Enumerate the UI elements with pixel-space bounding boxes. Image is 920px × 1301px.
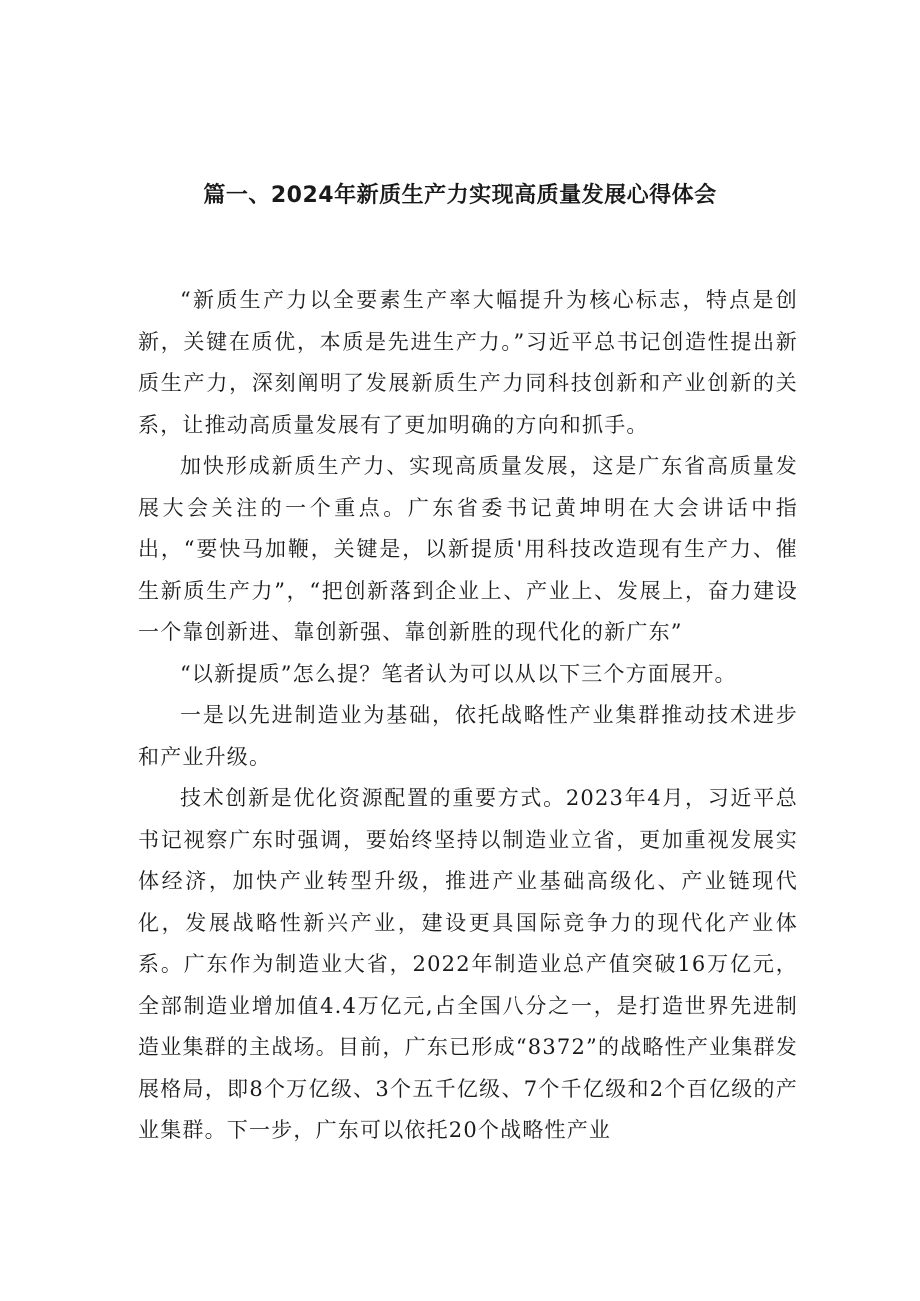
paragraph-3: “以新提质”怎么提？笔者认为可以从以下三个方面展开。 — [180, 661, 737, 686]
paragraph-1: “新质生产力以全要素生产率大幅提升为核心标志，特点是创新，关键在质优，本质是先进生产力。”习近平总书记创造性提出新质生产力，深刻阐明了发展新质生产力同科技创新和产业创新的关系，让推动高质量发展有了更加明确的方向和抓手。 — [138, 288, 798, 437]
document-body — [138, 280, 798, 1152]
paragraph-2: 加快形成新质生产力、实现高质量发展，这是广东省高质量发展大会关注的一个重点。广东省委书记黄坤明在大会讲话中指出，“要快马加鞭，关键是，以新提质'用科技改造现有生产力、催生新质生产力”，“把创新落到企业上、产业上、发展上，奋力建设一个靠创新进、靠创新强、靠创新胜的现代化的新广东” — [138, 454, 798, 644]
document-title: 篇一、2024年新质生产力实现高质量发展心得体会 — [203, 183, 717, 208]
paragraph-5: 技术创新是优化资源配置的重要方式。2023年4月，习近平总书记视察广东时强调，要始终坚持以制造业立省，更加重视发展实体经济，加快产业转型升级，推进产业基础高级化、产业链现代化，发展战略性新兴产业，建设更具国际竞争力的现代化产业体系。广东作为制造业大省，2022年制造业总产值突破16万亿元，全部制造业增加值4.4万亿元,占全国八分之一，是打造世界先进制造业集群的主战场。目前，广东已形成“8372”的战略性产业集群发展格局，即8个万亿级、3个五千亿级、7个千亿级和2个百亿级的产业集群。下一步，广东可以依托20个战略性产业 — [138, 786, 798, 1142]
paragraph-4: 一是以先进制造业为基础，依托战略性产业集群推动技术进步和产业升级。 — [138, 703, 798, 769]
